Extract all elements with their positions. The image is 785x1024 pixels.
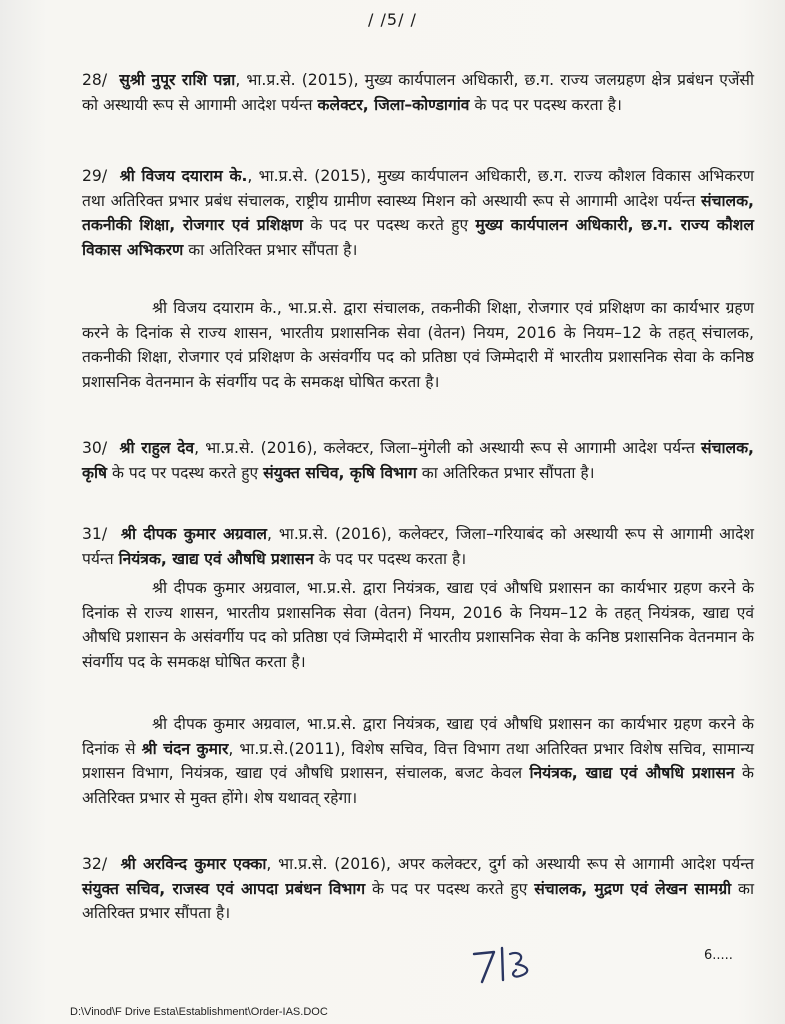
item-number: 28/ — [82, 71, 108, 89]
posting-title: कलेक्टर, जिला–कोण्डागांव — [317, 95, 470, 114]
item-number: 30/ — [82, 439, 108, 457]
paragraph-31 — [82, 522, 754, 571]
officer-name: सुश्री नुपूर राशि पन्ना — [119, 71, 236, 89]
paragraph-31-relief — [82, 712, 754, 810]
additional-charge: संचालक, मुद्रण एवं लेखन सामग्री — [534, 879, 732, 898]
paragraph-text: , भा.प्र.से. (2015), मुख्य कार्यपालन अधिकारी, छ.ग. राज्य कौशल विकास अभिकरण तथा अतिरिक्त प्रभार प्रबंध संचालक, राष्ट्रीय ग्रामीण स्वास्थ्य मिशन को अस्थायी रूप से आगामी आदेश पर्यन्त — [82, 167, 754, 210]
additional-charge: संयुक्त सचिव, कृषि विभाग — [263, 463, 417, 482]
paragraph-text: के अतिरिक्त प्रभार से मुक्त होंगे। शेष यथावत् रहेगा। — [82, 764, 754, 807]
paragraph-31-declaration: श्री दीपक कुमार अग्रवाल, भा.प्र.से. द्वारा नियंत्रक, खाद्य एवं औषधि प्रशासन का कार्यभार ग्रहण करने के दिनांक से राज्य शासन, भारतीय प्रशासनिक सेवा (वेतन) नियम, 2016 के नियम–12 के तहत् नियंत्रक, खाद्य एवं औषधि प्रशासन के असंवर्गीय पद को प्रतिष्ठा एवं जिम्मेदारी में भारतीय प्रशासनिक सेवा के कनिष्ठ प्रशासनिक वेतनमान के संवर्गीय पद के समकक्ष घोषित करता है। — [82, 579, 754, 671]
posting-title: संचालक, कृषि — [82, 439, 754, 482]
handwritten-initials — [468, 940, 548, 990]
additional-charge: मुख्य कार्यपालन अधिकारी, छ.ग. राज्य कौशल विकास अभिकरण — [82, 216, 754, 259]
paragraph-text: का अतिरिकत प्रभार सौंपता है। — [416, 463, 595, 482]
posting-title: संचालक, तकनीकी शिक्षा, रोजगार एवं प्रशिक्षण — [82, 191, 754, 234]
page-number: / /5/ / — [368, 10, 417, 29]
paragraph-29 — [82, 164, 754, 262]
footer-file-path: D:\Vinod\F Drive Esta\Establishment\Order-IAS.DOC — [70, 1006, 328, 1018]
item-number: 32/ — [82, 855, 108, 873]
paragraph-text: के पद पर पदस्थ करते हुए — [302, 216, 476, 234]
paragraph-text: , भा.प्र.से. (2016), कलेक्टर, जिला–मुंगेली को अस्थायी रूप से आगामी आदेश पर्यन्त — [194, 439, 702, 457]
posting-title: नियंत्रक, खाद्य एवं औषधि प्रशासन — [118, 549, 314, 568]
officer-name: श्री विजय दयाराम के. — [119, 167, 248, 185]
paragraph-text: के पद पर पदस्थ करता है। — [313, 549, 467, 568]
posting-title: संयुक्त सचिव, राजस्व एवं आपदा प्रबंधन विभाग — [82, 879, 366, 898]
posting-title: नियंत्रक, खाद्य एवं औषधि प्रशासन — [529, 764, 735, 782]
paragraph-29-declaration: श्री विजय दयाराम के., भा.प्र.से. द्वारा संचालक, तकनीकी शिक्षा, रोजगार एवं प्रशिक्षण का कार्यभार ग्रहण करने के दिनांक से राज्य शासन, भारतीय प्रशासनिक सेवा (वेतन) नियम, 2016 के नियम–12 के तहत् संचालक, तकनीकी शिक्षा, रोजगार एवं प्रशिक्षण के असंवर्गीय पद को प्रतिष्ठा एवं जिम्मेदारी में भारतीय प्रशासनिक सेवा के कनिष्ठ प्रशासनिक वेतनमान के संवर्गीय पद के समकक्ष घोषित करता है। — [82, 299, 754, 391]
paragraph-text: , भा.प्र.से. (2016), अपर कलेक्टर, दुर्ग को अस्थायी रूप से आगामी आदेश पर्यन्त — [266, 855, 754, 873]
paragraph-28 — [82, 68, 754, 117]
paragraph-32 — [82, 852, 754, 926]
officer-name: श्री अरविन्द कुमार एक्का — [120, 855, 267, 873]
paragraph-text: का अतिरिक्त प्रभार सौंपता है। — [82, 879, 754, 922]
paragraph-text: श्री दीपक कुमार अग्रवाल, भा.प्र.से. द्वारा नियंत्रक, खाद्य एवं औषधि प्रशासन का कार्यभार ग्रहण करने के दिनांक से — [82, 715, 754, 758]
officer-name: श्री राहुल देव — [119, 439, 195, 457]
officer-name: श्री चंदन कुमार — [141, 739, 229, 758]
item-number: 29/ — [82, 167, 108, 185]
paragraph-text: के पद पर पदस्थ करते हुए — [107, 463, 264, 482]
paragraph-text: का अतिरिक्त प्रभार सौंपता है। — [183, 240, 358, 259]
paragraph-text: , भा.प्र.से.(2011), विशेष सचिव, वित्त विभाग तथा अतिरिक्त प्रभार विशेष सचिव, सामान्य प्रशासन विभाग, नियंत्रक, खाद्य एवं औषधि प्रशासन, संचालक, बजट केवल — [82, 739, 755, 782]
item-number: 31/ — [82, 525, 108, 543]
paragraph-text: के पद पर पदस्थ करते हुए — [365, 879, 535, 898]
paragraph-text: के पद पर पदस्थ करता है। — [469, 95, 622, 114]
paragraph-30 — [82, 436, 754, 485]
continued-page-marker: 6..... — [704, 948, 733, 963]
paragraph-text: , भा.प्र.से. (2015), मुख्य कार्यपालन अधिकारी, छ.ग. राज्य जलग्रहण क्षेत्र प्रबंधन एजेंसी को अस्थायी रूप से आगामी आदेश पर्यन्त — [82, 71, 754, 114]
officer-name: श्री दीपक कुमार अग्रवाल — [120, 525, 267, 543]
paragraph-text: , भा.प्र.से. (2016), कलेक्टर, जिला–गरियाबंद को अस्थायी रूप से आगामी आदेश पर्यन्त — [82, 525, 754, 568]
